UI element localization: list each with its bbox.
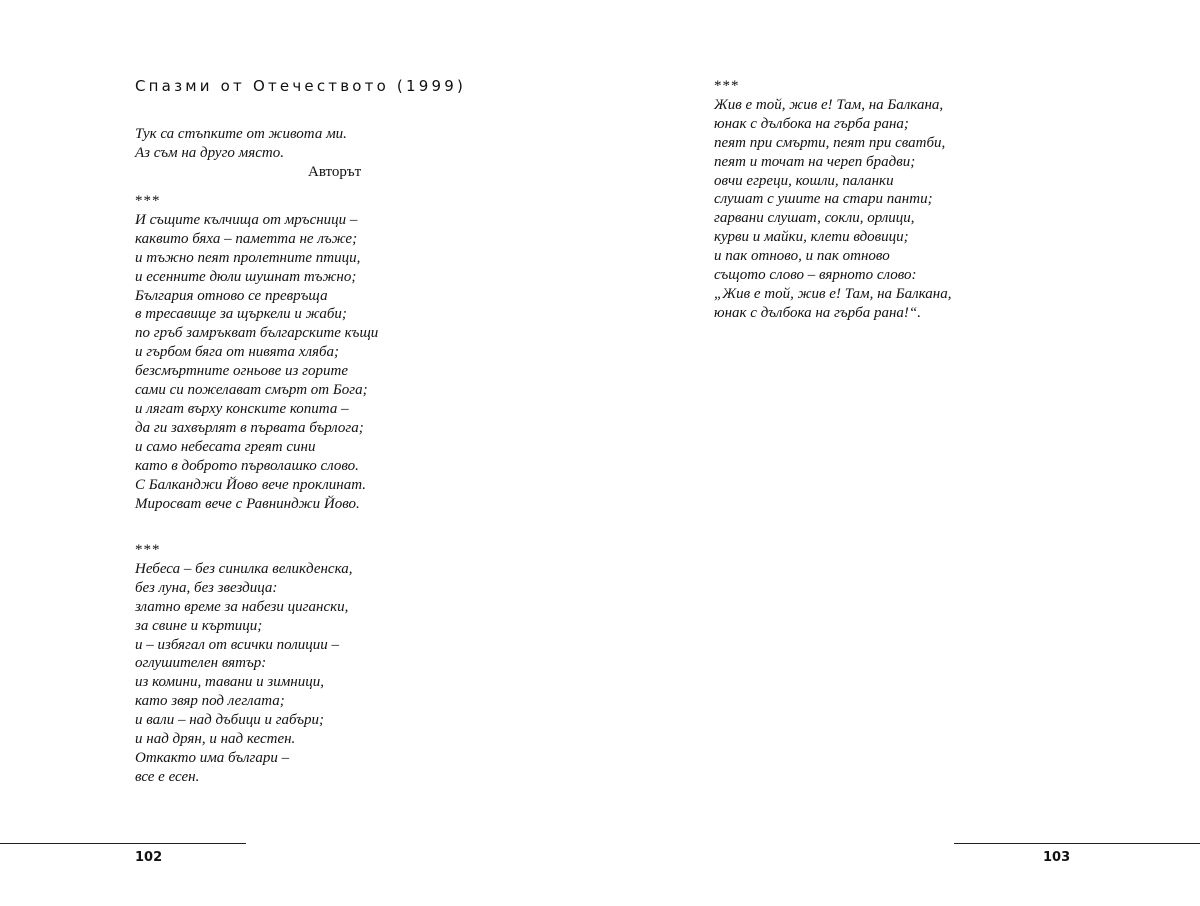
poem-line: И същите кълчища от мръсници – <box>135 211 358 228</box>
poem-line: юнак с дълбока на гърба рана!“. <box>714 304 921 321</box>
poem-line: сами си пожелават смърт от Бога; <box>135 382 368 399</box>
poem-line: по гръб замръкват българските къщи <box>135 325 379 342</box>
poem-line: златно време за набези цигански, <box>135 598 349 615</box>
poem-line: из комини, тавани и зимници, <box>135 674 324 691</box>
poem-line: и само небесата греят сини <box>135 438 316 455</box>
poem-1 <box>135 192 378 513</box>
poem-line: и вали – над дъбици и габъри; <box>135 712 325 729</box>
poem-line: и тъжно пеят пролетните птици, <box>135 249 361 266</box>
poem-line: гарвани слушат, сокли, орлици, <box>714 210 915 227</box>
poem-line: и гърбом бяга от нивята хляба; <box>135 344 340 361</box>
poem-line: Небеса – без синилка великденска, <box>135 560 353 577</box>
epigraph-attribution: Авторът <box>308 163 362 180</box>
footer-rule <box>954 843 1200 844</box>
poem-line: без луна, без звездица: <box>135 579 278 596</box>
poem-line: Жив е той, жив е! Там, на Балкана, <box>714 96 944 113</box>
right-page <box>600 0 1200 906</box>
poem-line: юнак с дълбока на гърба рана; <box>714 115 909 132</box>
poem-line: „Жив е той, жив е! Там, на Балкана, <box>714 285 952 302</box>
epigraph <box>135 125 361 182</box>
poem-line: в тресавище за щъркели и жаби; <box>135 306 347 323</box>
poem-line: като в доброто първолашко слово. <box>135 457 359 474</box>
poem-line: и есенните дюли шушнат тъжно; <box>135 268 357 285</box>
poem-line: каквито бяха – паметта не лъже; <box>135 230 358 247</box>
poem-separator: *** <box>135 542 161 558</box>
poem-line: като звяр под леглата; <box>135 693 285 710</box>
page-number: 103 <box>1043 850 1071 865</box>
poem-3 <box>714 77 952 323</box>
poem-line: Откакто има българи – <box>135 749 290 766</box>
poem-line: същото слово – вярното слово: <box>714 267 917 284</box>
poem-line: и – избягал от всички полиции – <box>135 636 340 653</box>
poem-line: слушат с ушите на стари панти; <box>714 191 933 208</box>
poem-line: и лягат върху конските копита – <box>135 400 349 417</box>
poem-line: за свине и къртици; <box>135 617 263 634</box>
poem-line: все е есен. <box>135 768 200 785</box>
poem-separator: *** <box>714 78 740 94</box>
poem-2 <box>135 541 352 787</box>
section-title: Спазми от Отечеството (1999) <box>135 77 466 95</box>
poem-line: пеят и точат на череп брадви; <box>714 153 916 170</box>
poem-line: безсмъртните огньове из горите <box>135 363 348 380</box>
footer-rule <box>0 843 246 844</box>
poem-line: и над дрян, и над кестен. <box>135 731 296 748</box>
page-number: 102 <box>135 850 163 865</box>
poem-line: България отново се превръща <box>135 287 328 304</box>
poem-line: да ги захвърлят в първата бърлога; <box>135 419 364 436</box>
poem-line: овчи егреци, кошли, паланки <box>714 172 894 189</box>
epigraph-line: Аз съм на друго място. <box>135 144 284 161</box>
epigraph-line: Тук са стъпките от живота ми. <box>135 126 347 142</box>
poem-line: оглушителен вятър: <box>135 655 267 672</box>
poem-separator: *** <box>135 193 161 209</box>
poem-line: курви и майки, клети вдовици; <box>714 229 909 246</box>
poem-line: пеят при смърти, пеят при сватби, <box>714 134 946 151</box>
poem-line: Миросват вече с Равнинджи Йово. <box>135 495 360 512</box>
poem-line: С Балканджи Йово вече проклинат. <box>135 476 367 493</box>
poem-line: и пак отново, и пак отново <box>714 248 890 265</box>
